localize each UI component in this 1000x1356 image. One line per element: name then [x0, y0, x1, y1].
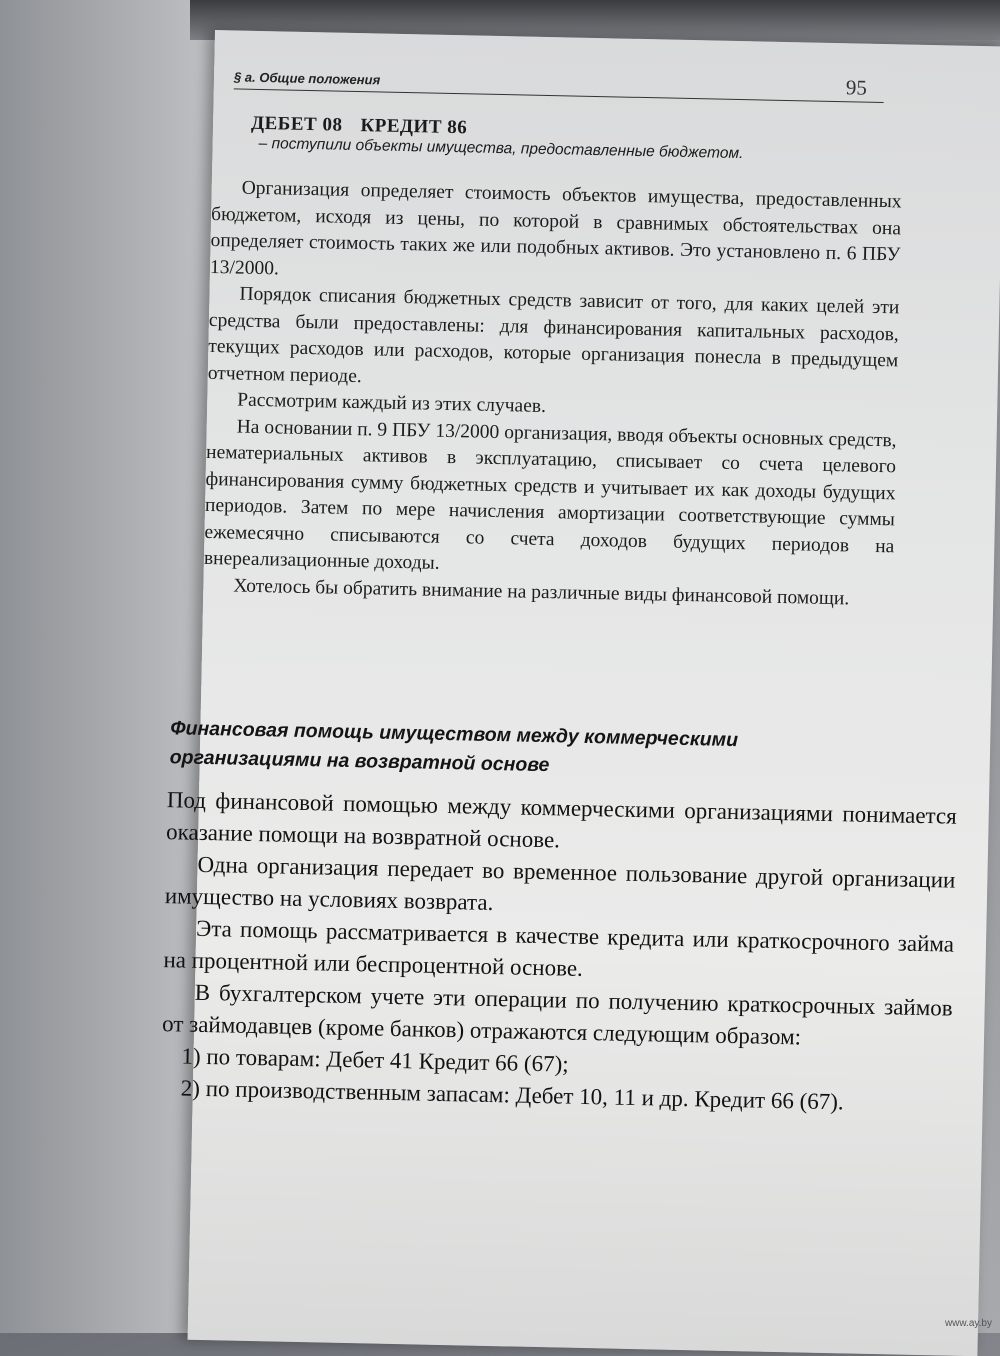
- paragraph: В бухгалтерском учете эти операции по получению краткосрочных займов от займодавцев (кроме банков) отражаются следующим образом:: [161, 979, 953, 1050]
- paragraph: Хотелось бы обратить внимание на различные виды финансовой помощи.: [233, 575, 850, 609]
- section-label: § a. Общие положения: [233, 69, 381, 88]
- entry-credit: КРЕДИТ 86: [360, 115, 468, 139]
- paragraph: Рассмотрим каждый из этих случаев.: [237, 389, 547, 418]
- paragraph: Порядок списания бюджетных средств зависит от того, для каких целей эти средства были предоставлены: для финансирования капитальных расходов, текущих расходов или расходов, которые организация понесла в предыдущем отчетном периоде.: [207, 283, 900, 387]
- body-text-section: [160, 784, 957, 1120]
- list-item: 2) по производственным запасам: Дебет 10, 11 и др. Кредит 66 (67).: [180, 1075, 844, 1115]
- paragraph: На основании п. 9 ПБУ 13/2000 организация, вводя объекты основных средств, нематериальных активов в эксплуатацию, списывает со счета целевого финансирования сумму бюджетных средств и учитывает их как доходы будущих периодов. Затем по мере начисления амортизации соответствующие суммы ежемесячно списываются со счета доходов будущих периодов на внереализационные доходы.: [203, 416, 897, 574]
- page-number: 95: [845, 75, 868, 100]
- paragraph: Под финансовой помощью между коммерческими организациями понимается оказание помощи на возвратной основе.: [165, 787, 957, 853]
- book-page: [161, 30, 1000, 1356]
- paragraph: Эта помощь рассматривается в качестве кредита или краткосрочного займа на процентной или беспроцентной основе.: [163, 915, 955, 981]
- paragraph: Организация определяет стоимость объектов имущества, предоставленных бюджетом, исходя из цены, по которой в сравнимых обстоятельствах она определяет стоимость таких же или подобных активов. Это установлено п. 6 ПБУ 13/2000.: [209, 177, 902, 279]
- subheading: Финансовая помощь имуществом между коммерческими организациями на возвратной основе: [169, 717, 739, 777]
- entry-note: – поступили объекты имущества, предоставленные бюджетом.: [258, 134, 744, 163]
- paragraph: Одна организация передает во временное пользование другой организации имущество на условиях возврата.: [164, 851, 956, 916]
- body-text: [203, 175, 902, 613]
- entry-debit: ДЕБЕТ 08: [250, 112, 343, 136]
- watermark: www.ay.by: [944, 1318, 992, 1329]
- running-header: [234, 68, 884, 103]
- list-item: 1) по товарам: Дебет 41 Кредит 66 (67);: [181, 1043, 569, 1077]
